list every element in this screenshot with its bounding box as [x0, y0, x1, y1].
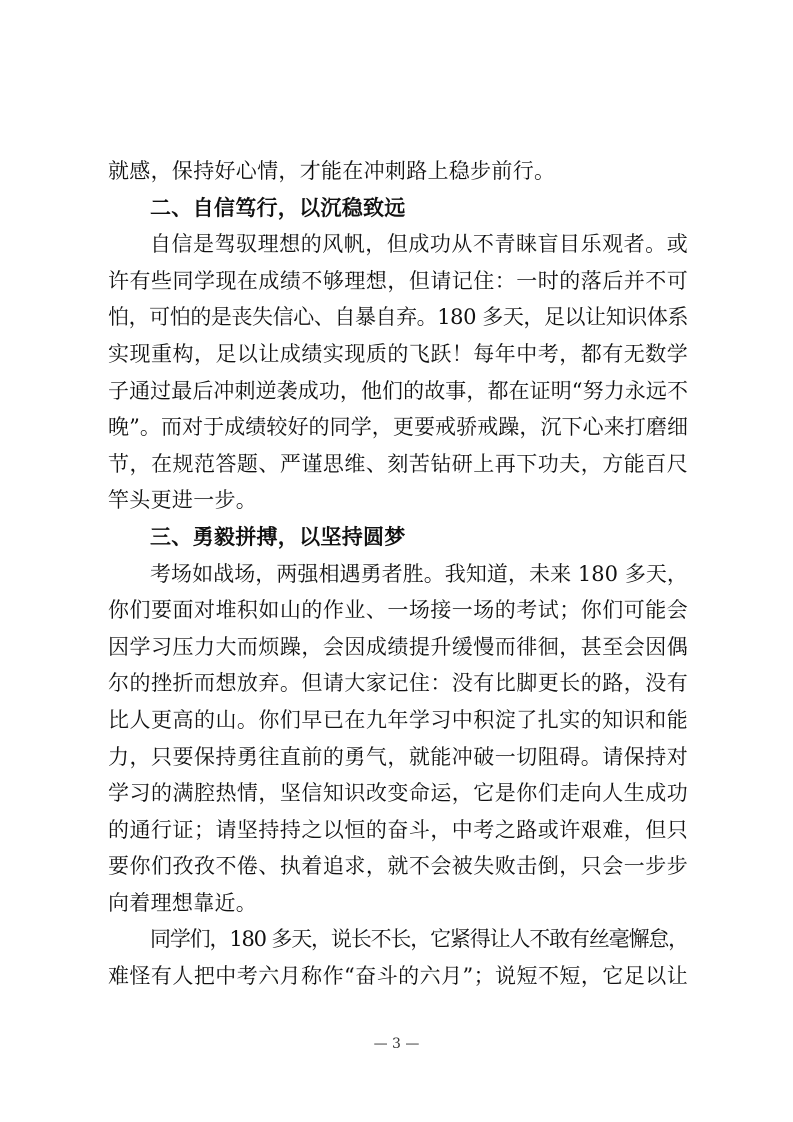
paragraph-line: 要你们孜孜不倦、执着追求，就不会被失败击倒，只会一步步 [108, 854, 688, 879]
paragraph-line: 比人更高的山。你们早已在九年学习中积淀了扎实的知识和能 [108, 707, 688, 732]
section-heading: 二、自信笃行，以沉稳致远 [150, 194, 406, 220]
paragraph-line: 的通行证；请坚持持之以恒的奋斗，中考之路或许艰难，但只 [108, 817, 688, 842]
paragraph-line: 难怪有人把中考六月称作“奋斗的六月”；说短不短，它足以让 [108, 964, 688, 989]
paragraph-line: 晚”。而对于成绩较好的同学，更要戒骄戒躁，沉下心来打磨细 [108, 415, 688, 440]
paragraph-line: 竿头更进一步。 [108, 488, 258, 513]
paragraph-line: 学习的满腔热情，坚信知识改变命运，它是你们走向人生成功 [108, 781, 688, 806]
paragraph-line: 许有些同学现在成绩不够理想，但请记住：一时的落后并不可 [108, 268, 688, 293]
paragraph-line: 自信是驾驭理想的风帆，但成功从不青睐盲目乐观者。或 [150, 232, 688, 257]
paragraph-line: 你们要面对堆积如山的作业、一场接一场的考试；你们可能会 [108, 598, 688, 623]
paragraph-line: 同学们，180 多天，说长不长，它紧得让人不敢有丝毫懈怠， [150, 927, 688, 952]
paragraph-line: 因学习压力大而烦躁，会因成绩提升缓慢而徘徊，甚至会因偶 [108, 634, 688, 659]
page-number: — 3 — [373, 1036, 420, 1052]
paragraph-line: 怕，可怕的是丧失信心、自暴自弃。180 多天，足以让知识体系 [108, 305, 688, 330]
paragraph-line: 实现重构，足以让成绩实现质的飞跃！每年中考，都有无数学 [108, 341, 688, 366]
paragraph-line: 力，只要保持勇往直前的勇气，就能冲破一切阻碍。请保持对 [108, 744, 688, 769]
paragraph-line: 考场如战场，两强相遇勇者胜。我知道，未来 180 多天， [150, 561, 688, 586]
paragraph-line: 尔的挫折而想放弃。但请大家记住：没有比脚更长的路，没有 [108, 671, 688, 696]
paragraph-line: 节，在规范答题、严谨思维、刻苦钻研上再下功夫，方能百尺 [108, 451, 688, 476]
paragraph-line: 子通过最后冲刺逆袭成功，他们的故事，都在证明“努力永远不 [108, 378, 688, 403]
paragraph-line: 就感，保持好心情，才能在冲刺路上稳步前行。 [108, 159, 556, 183]
body-text [108, 153, 688, 995]
paragraph-line: 向着理想靠近。 [108, 890, 258, 915]
section-heading: 三、勇毅拼搏，以坚持圆梦 [150, 523, 406, 549]
